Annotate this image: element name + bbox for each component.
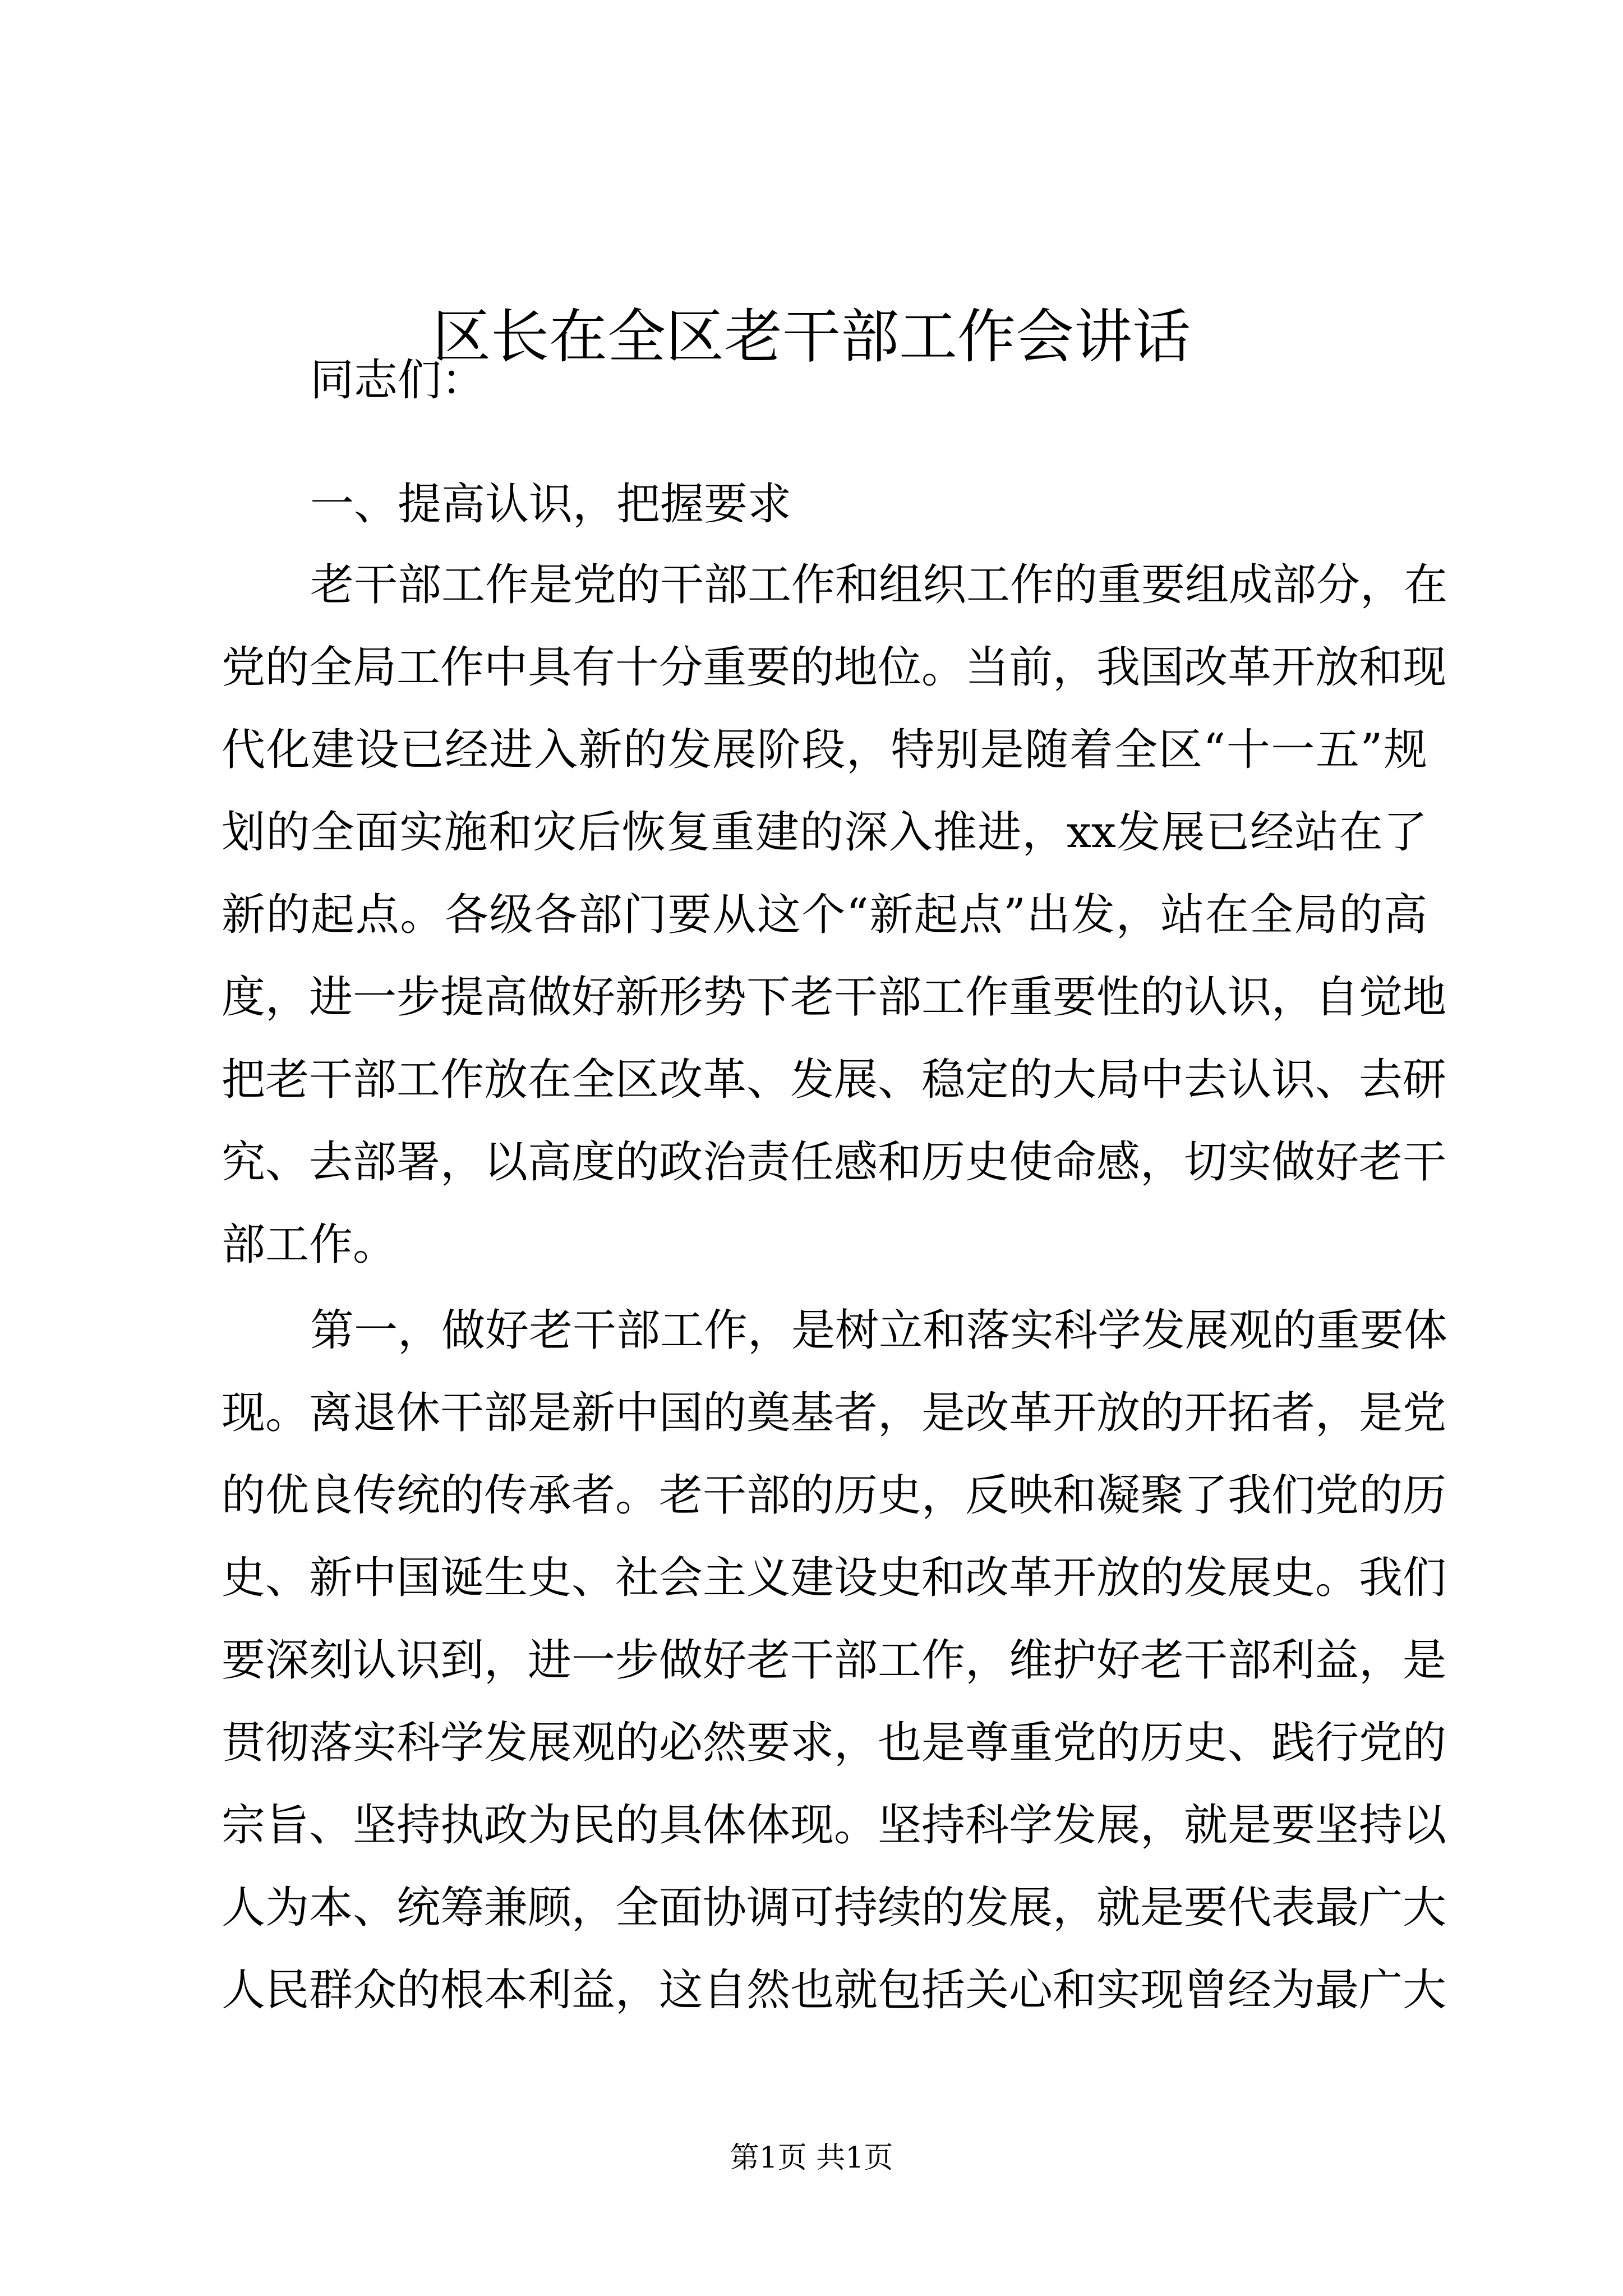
text-line: 党的全局工作中具有十分重要的地位。当前，我国改革开放和现 (222, 642, 1447, 693)
text-line: 人为本、统筹兼顾，全面协调可持续的发展，就是要代表最广大 (222, 1883, 1447, 1933)
paragraph-1 (222, 544, 1448, 1286)
section-heading-block (222, 463, 1427, 546)
section-heading: 一、提高认识，把握要求 (310, 479, 792, 530)
greeting: 同志们： (310, 355, 486, 406)
text-line: 的优良传统的传承者。老干部的历史，反映和凝聚了我们党的历 (222, 1470, 1447, 1521)
text-line: 度，进一步提高做好新形势下老干部工作重要性的认识，自觉地 (222, 972, 1447, 1023)
paragraph-2 (222, 1290, 1448, 2032)
text-line: 贯彻落实科学发展观的必然要求，也是尊重党的历史、践行党的 (222, 1718, 1447, 1768)
text-line: 老干部工作是党的干部工作和组织工作的重要组成部分，在 (310, 560, 1448, 610)
text-line: 代化建设已经进入新的发展阶段，特别是随着全区“十一五”规 (222, 725, 1427, 775)
text-line: 人民群众的根本利益，这自然也就包括关心和实现曾经为最广大 (222, 1965, 1447, 2016)
text-line: 史、新中国诞生史、社会主义建设史和改革开放的发展史。我们 (222, 1553, 1447, 1603)
page-footer: 第1页 共1页 (730, 2141, 893, 2175)
text-line: 要深刻认识到，进一步做好老干部工作，维护好老干部利益，是 (222, 1635, 1447, 1686)
text-line: 第一，做好老干部工作，是树立和落实科学发展观的重要体 (310, 1305, 1448, 1356)
document-title: 区长在全区老干部工作会讲话 (432, 302, 1191, 371)
greeting-block (222, 339, 1427, 422)
text-line: 部工作。 (222, 1220, 397, 1270)
text-line: 宗旨、坚持执政为民的具体体现。坚持科学发展，就是要坚持以 (222, 1800, 1447, 1851)
text-line: 新的起点。各级各部门要从这个“新起点”出发，站在全局的高 (222, 890, 1427, 940)
text-line: 把老干部工作放在全区改革、发展、稳定的大局中去认识、去研 (222, 1055, 1447, 1105)
text-line: 究、去部署，以高度的政治责任感和历史使命感，切实做好老干 (222, 1137, 1447, 1188)
text-line: 划的全面实施和灾后恢复重建的深入推进，xx发展已经站在了 (222, 807, 1427, 858)
text-line: 现。离退休干部是新中国的奠基者，是改革开放的开拓者，是党 (222, 1388, 1447, 1438)
